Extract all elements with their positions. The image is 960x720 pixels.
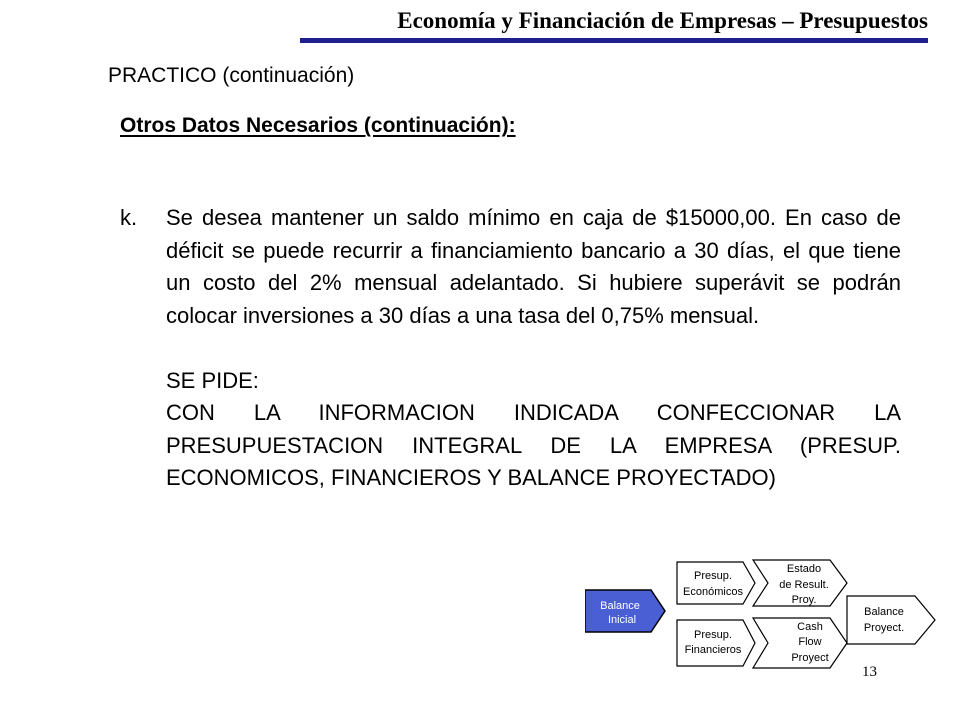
budget-flow-diagram [585,556,945,676]
cash-flow-label-line1: Cash [797,621,823,633]
estado-resultados-shape [753,560,847,606]
balance-proyectado-label-line2: Proyect. [863,622,905,634]
balance-inicial-shape [585,590,665,632]
presup-economicos-label-line1: Presup. [694,570,732,582]
page-number: 13 [862,664,877,680]
presup-economicos-label-line2: Económicos [683,586,743,598]
estado-resultados-label-line1: Estado [786,563,822,575]
balance-proyectado-shape [847,596,935,644]
presup-financieros-label-line2: Financieros [684,644,742,656]
presup-financieros-shape [677,620,755,666]
request-heading: SE PIDE: [166,367,259,393]
presup-economicos-shape [677,562,755,604]
section-title: PRACTICO (continuación) [108,64,355,87]
presup-financieros-box [677,620,755,666]
estado-resultados-label-line2: de Result. [779,579,829,591]
estado-resultados-label-line3: Proy. [791,594,817,606]
paragraph-gap [166,332,901,365]
balance-inicial-label-line2: Inicial [607,614,637,626]
list-item-marker: k. [120,205,138,230]
balance-proyectado-label-line1: Balance [864,606,904,618]
header-rule [300,38,928,43]
cash-flow-label-line2: Flow [798,636,822,648]
balance-proyectado-box [847,596,935,644]
list-item-body [166,202,901,495]
item-paragraph: Se desea mantener un saldo mínimo en caja de $15000,00. En caso de déficit se puede recurrir a financiamiento bancario a 30 días, el que tiene un costo del 2% mensual adelantado. Si hubiere superávit se podrán colocar inversiones a 30 días a una tasa del 0,75% mensual. [166,205,901,328]
balance-inicial-label-line1: Balance [600,600,640,612]
cash-flow-label-line3: Proyect [791,652,829,664]
subtitle: Otros Datos Necesarios (continuación): [120,114,516,137]
request-text: CON LA INFORMACION INDICADA CONFECCIONAR LA PRESUPUESTACION INTEGRAL DE LA EMPRESA (PRESUP. ECONOMICOS, FINANCIEROS Y BALANCE PROYECTADO) [166,400,901,490]
cash-flow-shape [753,618,847,668]
header-title: Economía y Financiación de Empresas – Presupuestos [397,8,928,33]
presup-financieros-label-line1: Presup. [694,629,732,641]
